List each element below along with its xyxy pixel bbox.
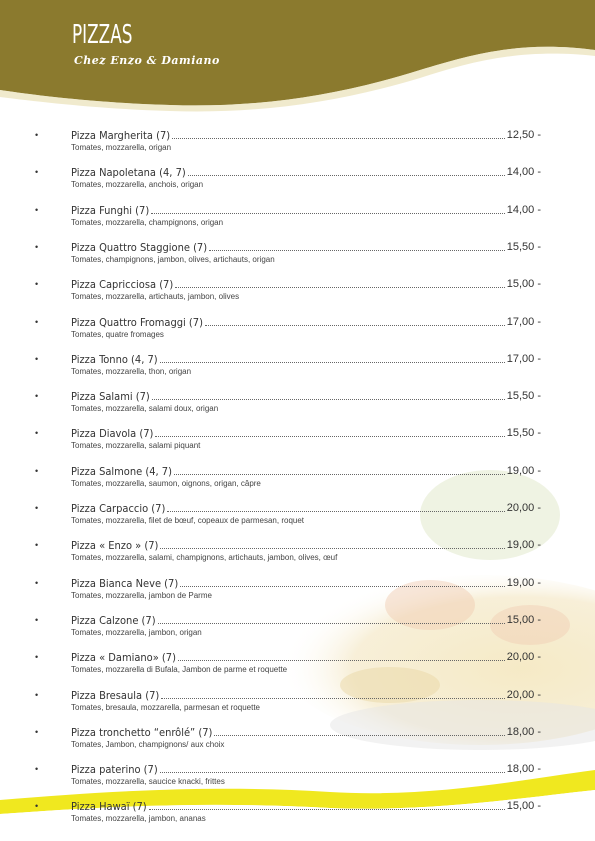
menu-item-name: Pizza Calzone (7) [71, 614, 156, 627]
dot-leader [175, 286, 505, 288]
menu-item-name: Pizza tronchetto “enrôlé” (7) [71, 726, 213, 739]
bullet: • [35, 167, 39, 177]
dot-leader [178, 659, 505, 661]
menu-item [0, 539, 595, 567]
bullet: • [35, 652, 39, 662]
dot-leader [172, 137, 505, 139]
bullet: • [35, 391, 39, 401]
dot-leader [160, 547, 504, 549]
menu-item [0, 614, 595, 642]
bullet: • [35, 130, 39, 140]
menu-item-description: Tomates, mozzarella, filet de bœuf, copeaux de parmesan, roquet [71, 516, 305, 525]
menu-item [0, 204, 595, 232]
bullet: • [35, 279, 39, 289]
menu-item-price: 14,00 - [506, 166, 541, 178]
dot-leader [174, 473, 505, 475]
menu-item [0, 353, 595, 381]
menu-item-name: Pizza Carpaccio (7) [71, 502, 166, 515]
menu-item-name: Pizza Napoletana (4, 7) [71, 166, 186, 179]
menu-item-price: 20,00 - [506, 689, 541, 701]
menu-item-name: Pizza Tonno (4, 7) [71, 353, 158, 366]
menu-item-description: Tomates, bresaula, mozzarella, parmesan et roquette [71, 703, 260, 712]
menu-item [0, 577, 595, 605]
menu-item-description: Tomates, mozzarella, saucice knacki, frittes [71, 777, 225, 786]
dot-leader [161, 697, 505, 699]
menu-item [0, 651, 595, 679]
dot-leader [155, 435, 504, 437]
dot-leader [209, 249, 505, 251]
menu-item-description: Tomates, mozzarella, jambon, origan [71, 628, 202, 637]
menu-item [0, 800, 595, 828]
menu-item-name: Pizza Bresaula (7) [71, 689, 160, 702]
menu-item-price: 14,00 - [506, 204, 541, 216]
bullet: • [35, 578, 39, 588]
menu-item-row [71, 353, 541, 366]
dot-leader [214, 734, 504, 736]
menu-item-row [71, 539, 541, 552]
menu-item [0, 129, 595, 157]
menu-item-price: 19,00 - [506, 539, 541, 551]
menu-item-price: 20,00 - [506, 651, 541, 663]
bullet: • [35, 801, 39, 811]
bullet: • [35, 317, 39, 327]
menu-item [0, 763, 595, 791]
menu-item-name: Pizza Hawaï (7) [71, 800, 147, 813]
menu-item-price: 15,00 - [506, 800, 541, 812]
menu-item-price: 19,00 - [506, 577, 541, 589]
menu-item-row [71, 577, 541, 590]
menu-item-row [71, 316, 541, 329]
menu-item [0, 390, 595, 418]
menu-item-price: 20,00 - [506, 502, 541, 514]
menu-item-description: Tomates, Jambon, champignons/ aux choix [71, 740, 225, 749]
dot-leader [151, 212, 505, 214]
menu-item-row [71, 763, 541, 776]
menu-item-description: Tomates, mozzarella, anchois, origan [71, 180, 204, 189]
menu-item-name: Pizza Bianca Neve (7) [71, 577, 179, 590]
menu-item-name: Pizza « Enzo » (7) [71, 539, 159, 552]
menu-item-price: 18,00 - [506, 726, 541, 738]
menu-item-row [71, 689, 541, 702]
menu-item-name: Pizza « Damiano» (7) [71, 651, 176, 664]
bullet: • [35, 205, 39, 215]
bullet: • [35, 727, 39, 737]
menu-item-price: 17,00 - [506, 316, 541, 328]
menu-item [0, 726, 595, 754]
bullet: • [35, 466, 39, 476]
menu-item [0, 241, 595, 269]
dot-leader [158, 622, 505, 624]
menu-item [0, 465, 595, 493]
bullet: • [35, 428, 39, 438]
dot-leader [167, 510, 504, 512]
bullet: • [35, 764, 39, 774]
menu-item-price: 12,50 - [506, 129, 541, 141]
menu-item-price: 15,50 - [506, 427, 541, 439]
menu-item-row [71, 204, 541, 217]
menu-item-row [71, 614, 541, 627]
bullet: • [35, 690, 39, 700]
menu-item-row [71, 241, 541, 254]
bullet: • [35, 242, 39, 252]
dot-leader [205, 324, 505, 326]
menu-item-price: 15,00 - [506, 278, 541, 290]
dot-leader [188, 174, 505, 176]
menu-item [0, 316, 595, 344]
bullet: • [35, 615, 39, 625]
bullet: • [35, 503, 39, 513]
menu-item-description: Tomates, champignons, jambon, olives, artichauts, origan [71, 255, 275, 264]
menu-item-price: 15,00 - [506, 614, 541, 626]
dot-leader [160, 771, 505, 773]
page-title: PIZZAS [72, 20, 133, 50]
menu-item-name: Pizza Funghi (7) [71, 204, 150, 217]
dot-leader [160, 361, 505, 363]
bullet: • [35, 354, 39, 364]
menu-item-description: Tomates, mozzarella, saumon, oignons, origan, câpre [71, 479, 261, 488]
menu-item [0, 502, 595, 530]
menu-item [0, 689, 595, 717]
menu-item-price: 19,00 - [506, 465, 541, 477]
menu-item [0, 278, 595, 306]
menu-item-name: Pizza Capricciosa (7) [71, 278, 174, 291]
menu-item-row [71, 427, 541, 440]
menu-item-description: Tomates, mozzarella, salami, champignons, artichauts, jambon, olives, œuf [71, 553, 338, 562]
menu-item-name: Pizza Diavola (7) [71, 427, 154, 440]
menu-item-row [71, 278, 541, 291]
menu-item-description: Tomates, mozzarella, origan [71, 143, 172, 152]
menu-item-description: Tomates, mozzarella, jambon de Parme [71, 591, 212, 600]
menu-item-price: 15,50 - [506, 241, 541, 253]
dot-leader [180, 585, 505, 587]
menu-item-description: Tomates, mozzarella, artichauts, jambon, olives [71, 292, 240, 301]
dot-leader [149, 808, 505, 810]
menu-item-name: Pizza Salmone (4, 7) [71, 465, 172, 478]
menu-item-description: Tomates, mozzarella, salami doux, origan [71, 404, 219, 413]
menu-item-name: Pizza Quattro Fromaggi (7) [71, 316, 203, 329]
menu-item-row [71, 726, 541, 739]
menu-item-row [71, 800, 541, 813]
menu-item [0, 427, 595, 455]
menu-item-row [71, 651, 541, 664]
menu-item-description: Tomates, mozzarella, thon, origan [71, 367, 192, 376]
menu-item-price: 17,00 - [506, 353, 541, 365]
dot-leader [152, 398, 505, 400]
menu-item-row [71, 390, 541, 403]
page-subtitle: Chez Enzo & Damiano [74, 54, 220, 67]
menu-item-description: Tomates, quatre fromages [71, 330, 164, 339]
menu-item-description: Tomates, mozzarella, salami piquant [71, 441, 201, 450]
bullet: • [35, 540, 39, 550]
menu-item-price: 18,00 - [506, 763, 541, 775]
menu-item-description: Tomates, mozzarella, jambon, ananas [71, 814, 206, 823]
menu-item-row [71, 502, 541, 515]
menu-item-description: Tomates, mozzarella, champignons, origan [71, 218, 224, 227]
menu-item-name: Pizza Quattro Staggione (7) [71, 241, 208, 254]
menu-item-name: Pizza paterino (7) [71, 763, 158, 776]
menu-item-row [71, 465, 541, 478]
menu-item-price: 15,50 - [506, 390, 541, 402]
menu-item-row [71, 166, 541, 179]
menu-item-name: Pizza Margherita (7) [71, 129, 171, 142]
menu-item [0, 166, 595, 194]
menu-item-description: Tomates, mozzarella di Bufala, Jambon de parme et roquette [71, 665, 288, 674]
menu-item-row [71, 129, 541, 142]
menu-item-name: Pizza Salami (7) [71, 390, 150, 403]
